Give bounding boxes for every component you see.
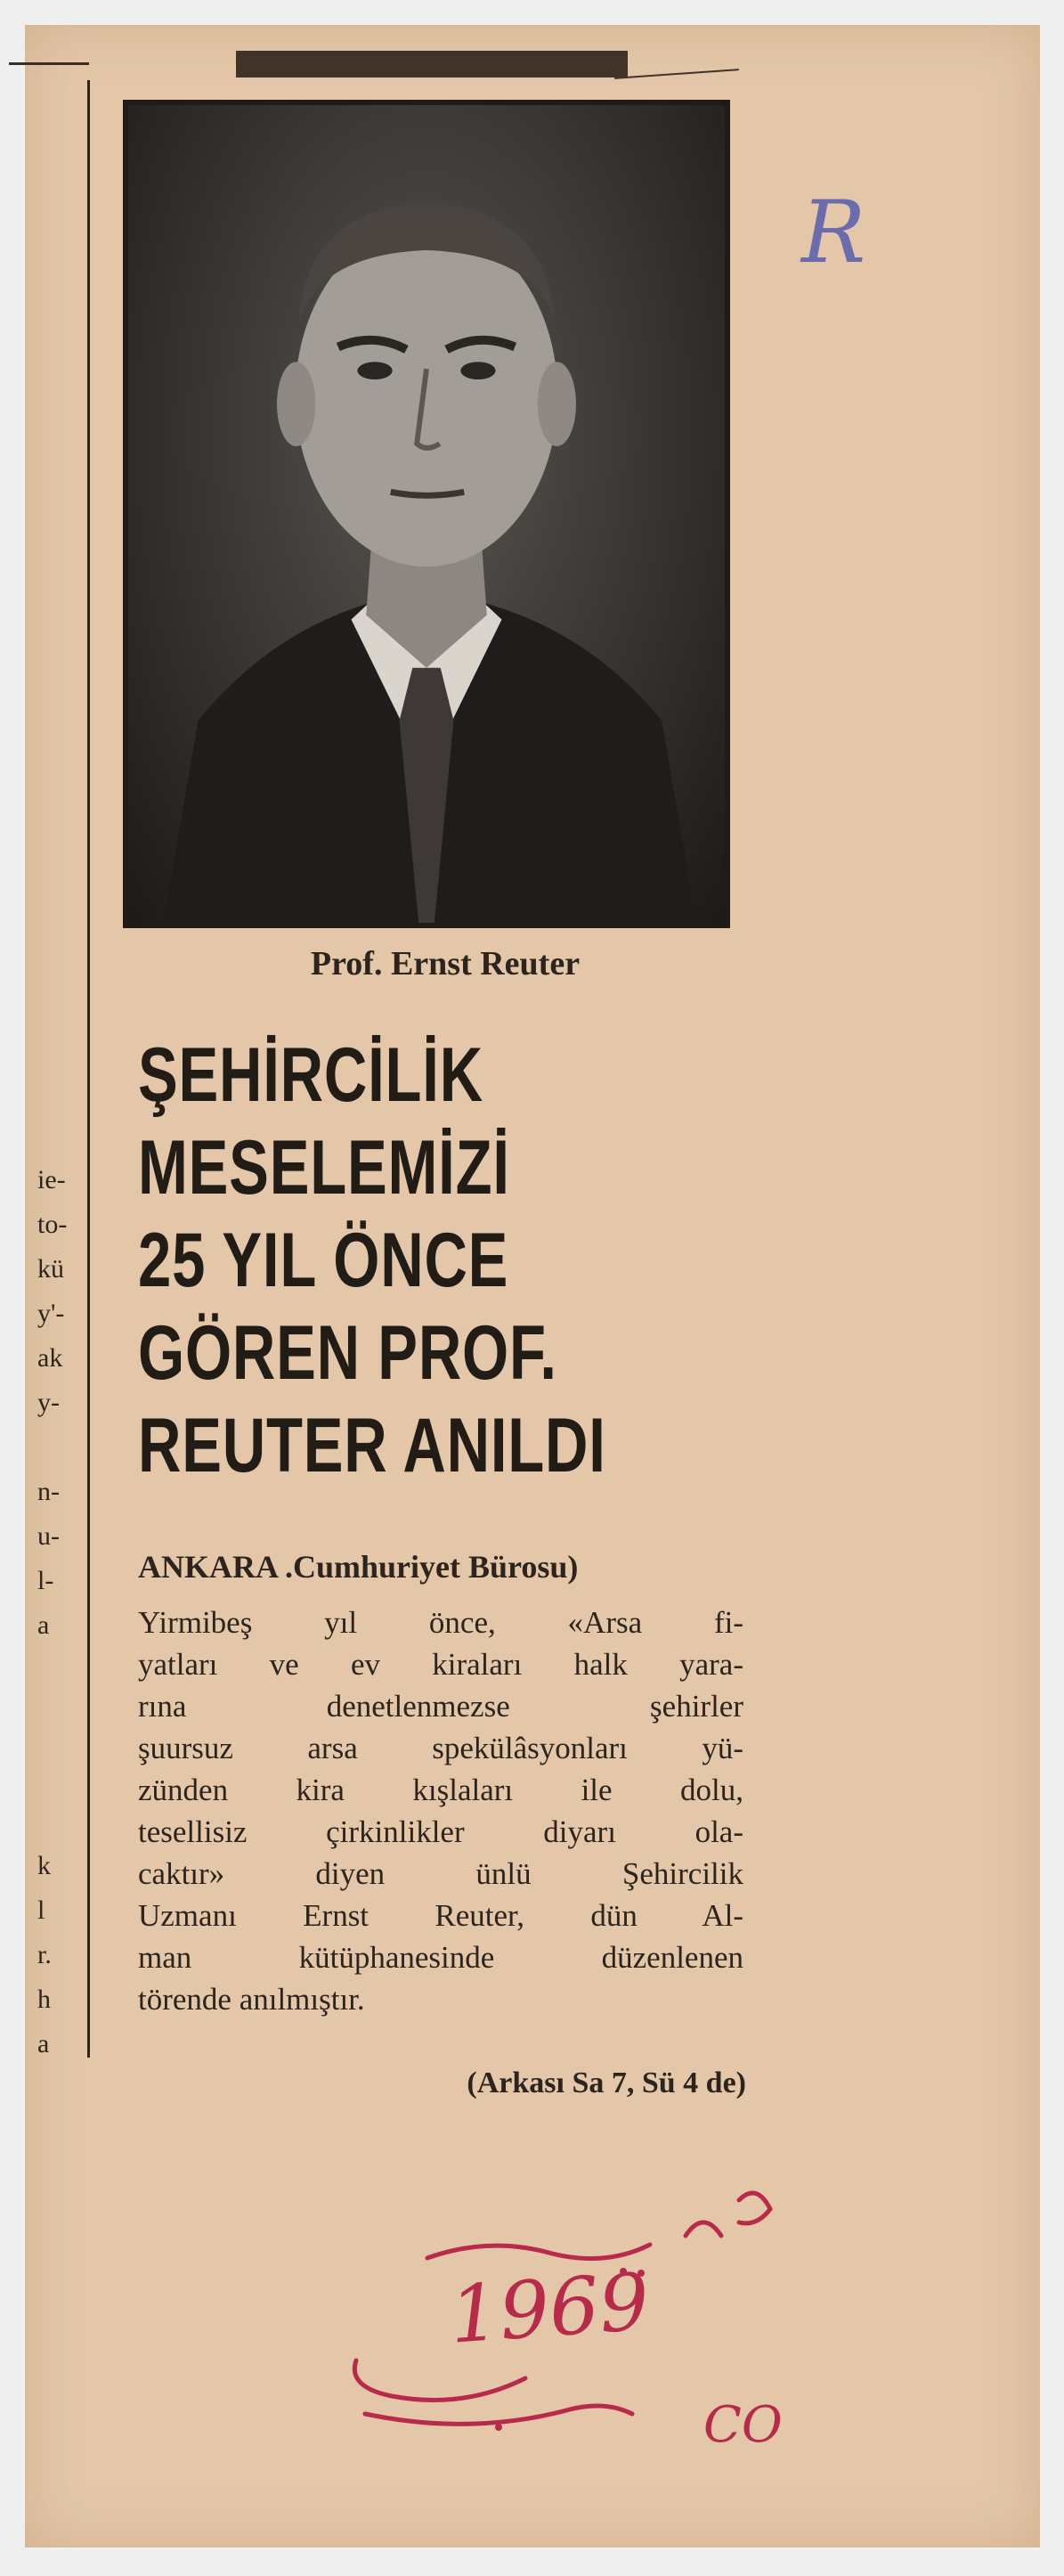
headline-line: 25 YIL ÖNCE — [138, 1218, 509, 1303]
fragment-line: k — [37, 1851, 51, 1880]
headline-line: ŞEHİRCİLİK — [138, 1032, 483, 1118]
pencil-mark: R — [801, 183, 866, 282]
column-divider-top — [9, 62, 89, 65]
masthead-bar — [236, 51, 628, 77]
adjacent-column-fragment-2 — [37, 1844, 91, 2067]
body-line: man kütüphanesinde düzenlenen — [138, 1940, 743, 1975]
handwritten-arabic-note-bottom — [338, 2325, 712, 2441]
fragment-line: ie- — [37, 1165, 66, 1194]
fragment-line: kü — [37, 1254, 64, 1284]
headline-line: GÖREN PROF. — [138, 1310, 557, 1396]
continued-note: (Arkası Sa 7, Sü 4 de) — [467, 2067, 746, 2099]
fragment-line — [37, 1425, 91, 1470]
fragment-line: to- — [37, 1210, 68, 1239]
portrait-photo — [123, 100, 730, 928]
fragment-line: n- — [37, 1477, 60, 1506]
photo-caption: Prof. Ernst Reuter — [310, 945, 581, 982]
body-line: tesellisiz çirkinlikler diyarı ola- — [138, 1814, 743, 1849]
fragment-line: a — [37, 1610, 50, 1640]
handwritten-number: CO — [703, 2396, 783, 2454]
body-line: rına denetlenmezse şehirler — [138, 1689, 743, 1724]
portrait-illustration — [128, 105, 725, 923]
body-line: zünden kira kışlaları ile dolu, — [138, 1773, 743, 1807]
article-headline — [138, 1029, 672, 1492]
body-line: Uzmanı Ernst Reuter, dün Al- — [138, 1898, 743, 1933]
adjacent-column-fragment — [37, 1158, 91, 1648]
fragment-line: l — [37, 1895, 45, 1925]
body-line: törende anılmıştır. — [138, 1982, 365, 2017]
fragment-line: h — [37, 1985, 51, 2014]
article-dateline: ANKARA .Cumhuriyet Bürosu) — [138, 1549, 579, 1585]
fragment-line: y- — [37, 1388, 60, 1417]
fragment-line: l- — [37, 1566, 54, 1595]
column-rule — [87, 80, 90, 2058]
headline-line: MESELEMİZİ — [138, 1125, 510, 1211]
fragment-line: a — [37, 2029, 50, 2058]
article-body — [138, 1602, 743, 2020]
fragment-line: y'- — [37, 1299, 65, 1328]
body-line: yatları ve ev kiraları halk yara- — [138, 1647, 743, 1682]
fragment-line: r. — [37, 1940, 52, 1969]
body-line: şuursuz arsa spekülâsyonları yü- — [138, 1731, 743, 1765]
handwritten-year: 1969 — [446, 2255, 653, 2361]
body-line: Yirmibeş yıl önce, «Arsa fi- — [138, 1605, 743, 1640]
headline-line: REUTER ANILDI — [138, 1403, 606, 1488]
fragment-line: u- — [37, 1521, 60, 1551]
body-line: caktır» diyen ünlü Şehircilik — [138, 1856, 743, 1891]
fragment-line: ak — [37, 1343, 63, 1373]
